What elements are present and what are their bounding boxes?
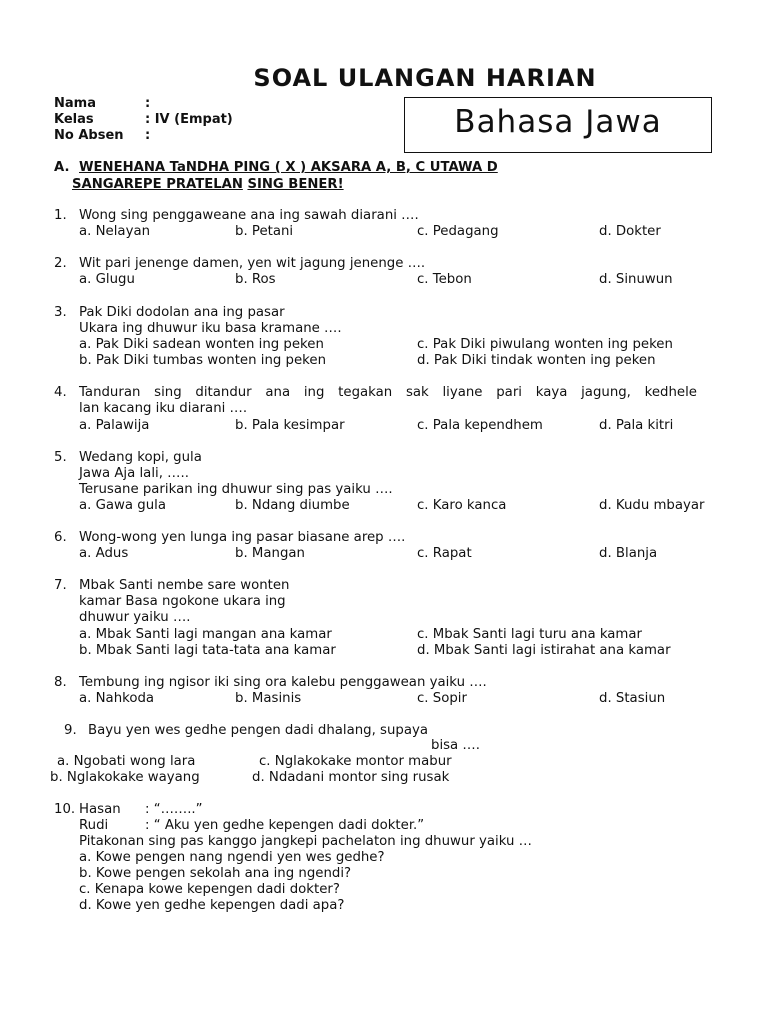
dialogue-speaker: Hasan <box>79 802 121 817</box>
question-stem: Bayu yen wes gedhe pengen dadi dhalang, supaya <box>88 723 429 738</box>
question-number: 5. <box>54 450 67 465</box>
option-a[interactable]: a. Palawija <box>79 418 150 433</box>
option-b[interactable]: b. Mangan <box>235 546 305 561</box>
option-d[interactable]: d. Kowe yen gedhe kepengen dadi apa? <box>79 898 345 913</box>
question-number: 10. <box>54 802 76 817</box>
field-label-kelas: Kelas <box>54 112 94 127</box>
question-stem: Wong sing penggaweane ana ing sawah diarani …. <box>79 208 419 223</box>
field-value-nama: : <box>145 96 151 111</box>
field-value-no-absen: : <box>145 128 151 143</box>
question-stem: kamar Basa ngokone ukara ing <box>79 594 286 609</box>
question-stem: Pak Diki dodolan ana ing pasar <box>79 305 285 320</box>
subject-box <box>404 97 712 153</box>
question-number: 9. <box>64 723 77 738</box>
section-a-letter: A. <box>54 160 70 175</box>
option-d[interactable]: d. Dokter <box>599 224 661 239</box>
option-a[interactable]: a. Kowe pengen nang ngendi yen wes gedhe? <box>79 850 385 865</box>
option-b[interactable]: b. Ros <box>235 272 276 287</box>
option-c[interactable]: c. Pedagang <box>417 224 499 239</box>
question-stem: Pitakonan sing pas kanggo jangkepi pachelaton ing dhuwur yaiku … <box>79 834 532 849</box>
dialogue-speaker: Rudi <box>79 818 109 833</box>
question-stem: Tanduran sing ditandur ana ing tegakan sak liyane pari kaya jagung, kedhele <box>79 385 697 400</box>
question-stem: Mbak Santi nembe sare wonten <box>79 578 290 593</box>
option-d[interactable]: d. Kudu mbayar <box>599 498 705 513</box>
option-b[interactable]: b. Petani <box>235 224 294 239</box>
question-number: 2. <box>54 256 67 271</box>
option-d[interactable]: d. Pak Diki tindak wonten ing peken <box>417 353 656 368</box>
option-d[interactable]: d. Sinuwun <box>599 272 673 287</box>
question-stem: Wong-wong yen lunga ing pasar biasane arep …. <box>79 530 406 545</box>
question-stem: Wit pari jenenge damen, yen wit jagung jenenge …. <box>79 256 426 271</box>
section-a-line2 <box>72 176 344 193</box>
option-b[interactable]: b. Pak Diki tumbas wonten ing peken <box>79 353 327 368</box>
question-stem: lan kacang iku diarani …. <box>79 401 248 416</box>
section-a-line2-part2: SING BENER! <box>247 177 344 192</box>
option-c[interactable]: c. Pak Diki piwulang wonten ing peken <box>417 337 673 352</box>
option-b[interactable]: b. Mbak Santi lagi tata-tata ana kamar <box>79 643 336 658</box>
option-b[interactable]: b. Ndang diumbe <box>235 498 350 513</box>
question-stem: Jawa Aja lali, ….. <box>79 466 189 481</box>
question-stem: dhuwur yaiku …. <box>79 610 191 625</box>
option-b[interactable]: b. Kowe pengen sekolah ana ing ngendi? <box>79 866 352 881</box>
question-stem: Wedang kopi, gula <box>79 450 202 465</box>
option-a[interactable]: a. Pak Diki sadean wonten ing peken <box>79 337 324 352</box>
option-d[interactable]: d. Pala kitri <box>599 418 674 433</box>
question-stem: Terusane parikan ing dhuwur sing pas yaiku …. <box>79 482 393 497</box>
option-c[interactable]: c. Karo kanca <box>417 498 507 513</box>
option-a[interactable]: a. Gawa gula <box>79 498 167 513</box>
option-c[interactable]: c. Pala kependhem <box>417 418 543 433</box>
section-a-line1: WENEHANA TaNDHA PING ( X ) AKSARA A, B, C UTAWA D <box>79 160 498 175</box>
option-c[interactable]: c. Kenapa kowe kepengen dadi dokter? <box>79 882 340 897</box>
option-a[interactable]: a. Glugu <box>79 272 135 287</box>
option-c[interactable]: c. Mbak Santi lagi turu ana kamar <box>417 627 643 642</box>
field-label-nama: Nama <box>54 96 96 111</box>
question-number: 1. <box>54 208 67 223</box>
question-stem: Tembung ing ngisor iki sing ora kalebu penggawean yaiku …. <box>79 675 487 690</box>
field-value-kelas: : IV (Empat) <box>145 112 233 127</box>
field-label-no-absen: No Absen <box>54 128 124 143</box>
option-a[interactable]: a. Nelayan <box>79 224 151 239</box>
question-number: 7. <box>54 578 67 593</box>
question-number: 8. <box>54 675 67 690</box>
option-b[interactable]: b. Nglakokake wayang <box>50 770 200 785</box>
option-b[interactable]: b. Masinis <box>235 691 302 706</box>
option-d[interactable]: d. Stasiun <box>599 691 666 706</box>
option-a[interactable]: a. Nahkoda <box>79 691 155 706</box>
question-stem: bisa …. <box>431 738 480 753</box>
question-stem: Ukara ing dhuwur iku basa kramane …. <box>79 321 342 336</box>
option-c[interactable]: c. Tebon <box>417 272 472 287</box>
option-a[interactable]: a. Mbak Santi lagi mangan ana kamar <box>79 627 332 642</box>
section-a-line2-part1: SANGAREPE PRATELAN <box>72 177 243 192</box>
option-d[interactable]: d. Blanja <box>599 546 658 561</box>
option-d[interactable]: d. Ndadani montor sing rusak <box>252 770 450 785</box>
option-d[interactable]: d. Mbak Santi lagi istirahat ana kamar <box>417 643 671 658</box>
dialogue-line: : “ Aku yen gedhe kepengen dadi dokter.” <box>145 818 425 833</box>
option-a[interactable]: a. Adus <box>79 546 129 561</box>
question-number: 4. <box>54 385 67 400</box>
dialogue-line: : “……..” <box>145 802 203 817</box>
option-c[interactable]: c. Rapat <box>417 546 472 561</box>
option-c[interactable]: c. Sopir <box>417 691 467 706</box>
option-b[interactable]: b. Pala kesimpar <box>235 418 345 433</box>
option-c[interactable]: c. Nglakokake montor mabur <box>259 754 452 769</box>
page-title: SOAL ULANGAN HARIAN <box>253 64 597 92</box>
question-number: 6. <box>54 530 67 545</box>
subject-label: Bahasa Jawa <box>454 104 662 140</box>
option-a[interactable]: a. Ngobati wong lara <box>57 754 196 769</box>
question-number: 3. <box>54 305 67 320</box>
